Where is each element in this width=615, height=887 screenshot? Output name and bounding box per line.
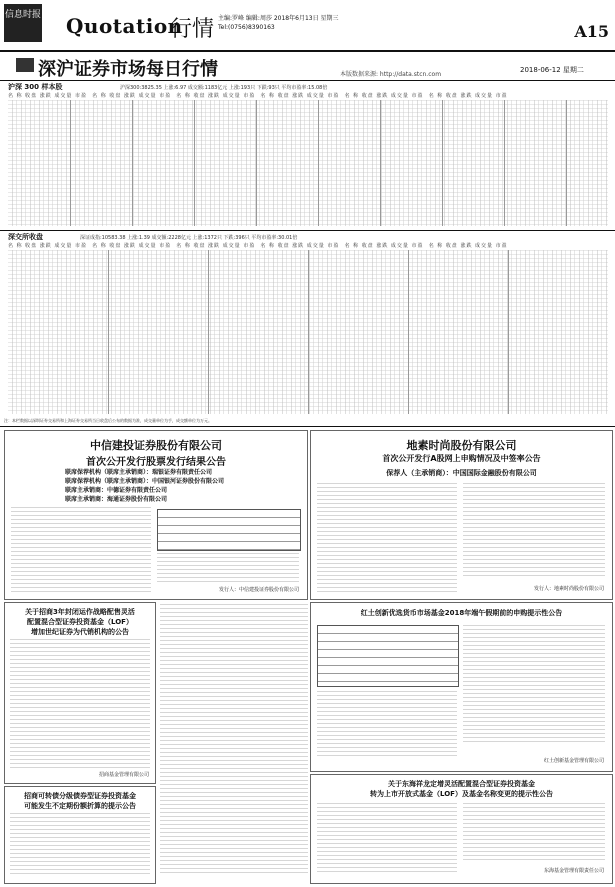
- ad-donghai-body-right: [463, 803, 605, 861]
- ad-donghai-title2: 转为上市开放式基金（LOF）及基金名称变更的提示性公告: [370, 790, 553, 798]
- brand-title: Quotation: [66, 14, 183, 38]
- masthead-rule: [0, 50, 615, 52]
- newspaper-logo: [4, 4, 42, 42]
- sz-quote-table: [8, 250, 608, 414]
- ad-citic-body-left: [11, 507, 151, 593]
- ad-citic-title: 中信建投证券股份有限公司: [90, 439, 222, 452]
- ad-cmf-title2: 配置混合型证券投资基金（LOF）: [27, 618, 133, 626]
- ad-hongtu-body-right: [463, 625, 605, 745]
- ad-dazzle-signature: 发行人：地素时尚股份有限公司: [533, 586, 604, 592]
- ad-cmf-signature: 招商基金管理有限公司: [98, 772, 149, 778]
- masthead-meta: [218, 14, 339, 32]
- ad-dazzle-body-left: [317, 483, 457, 593]
- section-date: 2018-06-12 星期二: [520, 66, 584, 74]
- ad-citic-allocation-table: [157, 509, 301, 551]
- ad-continuation-text: [160, 604, 308, 874]
- section-rule: [0, 80, 615, 81]
- sh-table-label: 沪深 300 样本股: [8, 83, 63, 91]
- sh-quote-table: [8, 100, 608, 226]
- ad-citic-signature: 发行人：中信建投证券股份有限公司: [218, 587, 299, 593]
- source-note: 本版数据来源: http://data.stcn.com: [340, 71, 442, 78]
- ad-dazzle-title: 地素时尚股份有限公司: [406, 439, 517, 452]
- page-number: A15: [574, 22, 609, 41]
- ad-donghai-title: 关于东海祥龙定增灵活配置混合型证券投资基金: [388, 780, 535, 788]
- table-footnote: 注：本栏数据以深圳证券交易所和上海证券交易所当日收盘后公布的数据为准，成交量单位为手，成交额单位为万元。: [4, 418, 212, 423]
- ad-dazzle-underwriter: 保荐人（主承销商）：中国国际金融股份有限公司: [386, 469, 537, 477]
- ad-convertible-title2: 可能发生不定期份额折算的提示公告: [24, 802, 136, 810]
- ad-hongtu-table: [317, 625, 459, 687]
- phone-line: Tel:(0756)8390163: [218, 24, 275, 31]
- ad-cmf-convertible: [4, 786, 156, 884]
- logo-text: 信息时报: [4, 10, 41, 20]
- ad-convertible-body: [10, 813, 150, 877]
- chart-trend-icon: [16, 58, 34, 72]
- masthead: [0, 0, 615, 52]
- sh-column-header: 名 称 收盘 涨跌 成交量 市盈 名 称 收盘 涨跌 成交量 市盈 名 称 收盘 涨跌 成交量 市盈 名 称 收盘 涨跌 成交量 市盈 名 称 收盘 涨跌 成交量 市盈 名 称 收盘 涨跌 成交量 市盈: [8, 93, 508, 99]
- sh-table-meta: 沪深300:3825.35 上涨:6.97 成交额:1183亿元 上涨:193只 下跌:93只 平均市盈率:15.08倍: [120, 85, 328, 91]
- ads-top-rule: [0, 426, 615, 427]
- sz-table-label: 深交所收盘: [8, 233, 43, 241]
- brand-title-cn: 行情: [170, 17, 215, 42]
- sz-column-header: 名 称 收盘 涨跌 成交量 市盈 名 称 收盘 涨跌 成交量 市盈 名 称 收盘 涨跌 成交量 市盈 名 称 收盘 涨跌 成交量 市盈 名 称 收盘 涨跌 成交量 市盈 名 称 收盘 涨跌 成交量 市盈: [8, 243, 508, 249]
- ad-citic-body-right: [157, 553, 299, 583]
- ad-donghai-lof: [310, 774, 613, 884]
- ad-cmf-lof-agent: [4, 602, 156, 784]
- sz-table-meta: 深证成指:10583.38 上涨:1.39 成交额:2228亿元 上涨:1372只 下跌:396只 平均市盈率:30.01倍: [80, 235, 298, 241]
- ad-citic-result: [4, 430, 308, 600]
- ad-hongtu-title: 红土创新优选货币市场基金2018年端午假期前的申购提示性公告: [360, 609, 563, 617]
- ad-cmf-title: 关于招商3年封闭运作战略配售灵活: [25, 608, 135, 616]
- ad-cmf-title3: 增加世纪证券为代销机构的公告: [31, 628, 129, 636]
- ad-donghai-signature: 东海基金管理有限责任公司: [543, 868, 604, 874]
- section-title: 深沪证券市场每日行情: [38, 59, 218, 80]
- ad-convertible-title: 招商可转债分级债券型证券投资基金: [24, 792, 136, 800]
- editor-line: 主编:罗峰 编辑:周莎 2018年6月13日 星期三: [218, 15, 339, 22]
- ad-citic-underwriters: 联席保荐机构（联席主承销商）：瑞银证券有限责任公司 联席保荐机构（联席主承销商）：中国银河证券股份有限公司 联席主承销商：中德证券有限责任公司 联席主承销商：海通证券股份有限公司: [65, 469, 225, 503]
- ad-donghai-body-left: [317, 803, 457, 873]
- ad-dazzle-subscription: [310, 430, 613, 600]
- ad-cmf-body: [10, 639, 150, 769]
- ad-hongtu-reminder: [310, 602, 613, 772]
- sz-rule: [0, 230, 615, 231]
- ad-dazzle-subtitle: 首次公开发行A股网上申购情况及中签率公告: [382, 454, 541, 463]
- ad-citic-subtitle: 首次公开发行股票发行结果公告: [86, 457, 226, 468]
- ad-hongtu-signature: 红土创新基金管理有限公司: [543, 758, 604, 764]
- ad-hongtu-body-left: [317, 691, 457, 759]
- ad-dazzle-body-right: [463, 483, 605, 579]
